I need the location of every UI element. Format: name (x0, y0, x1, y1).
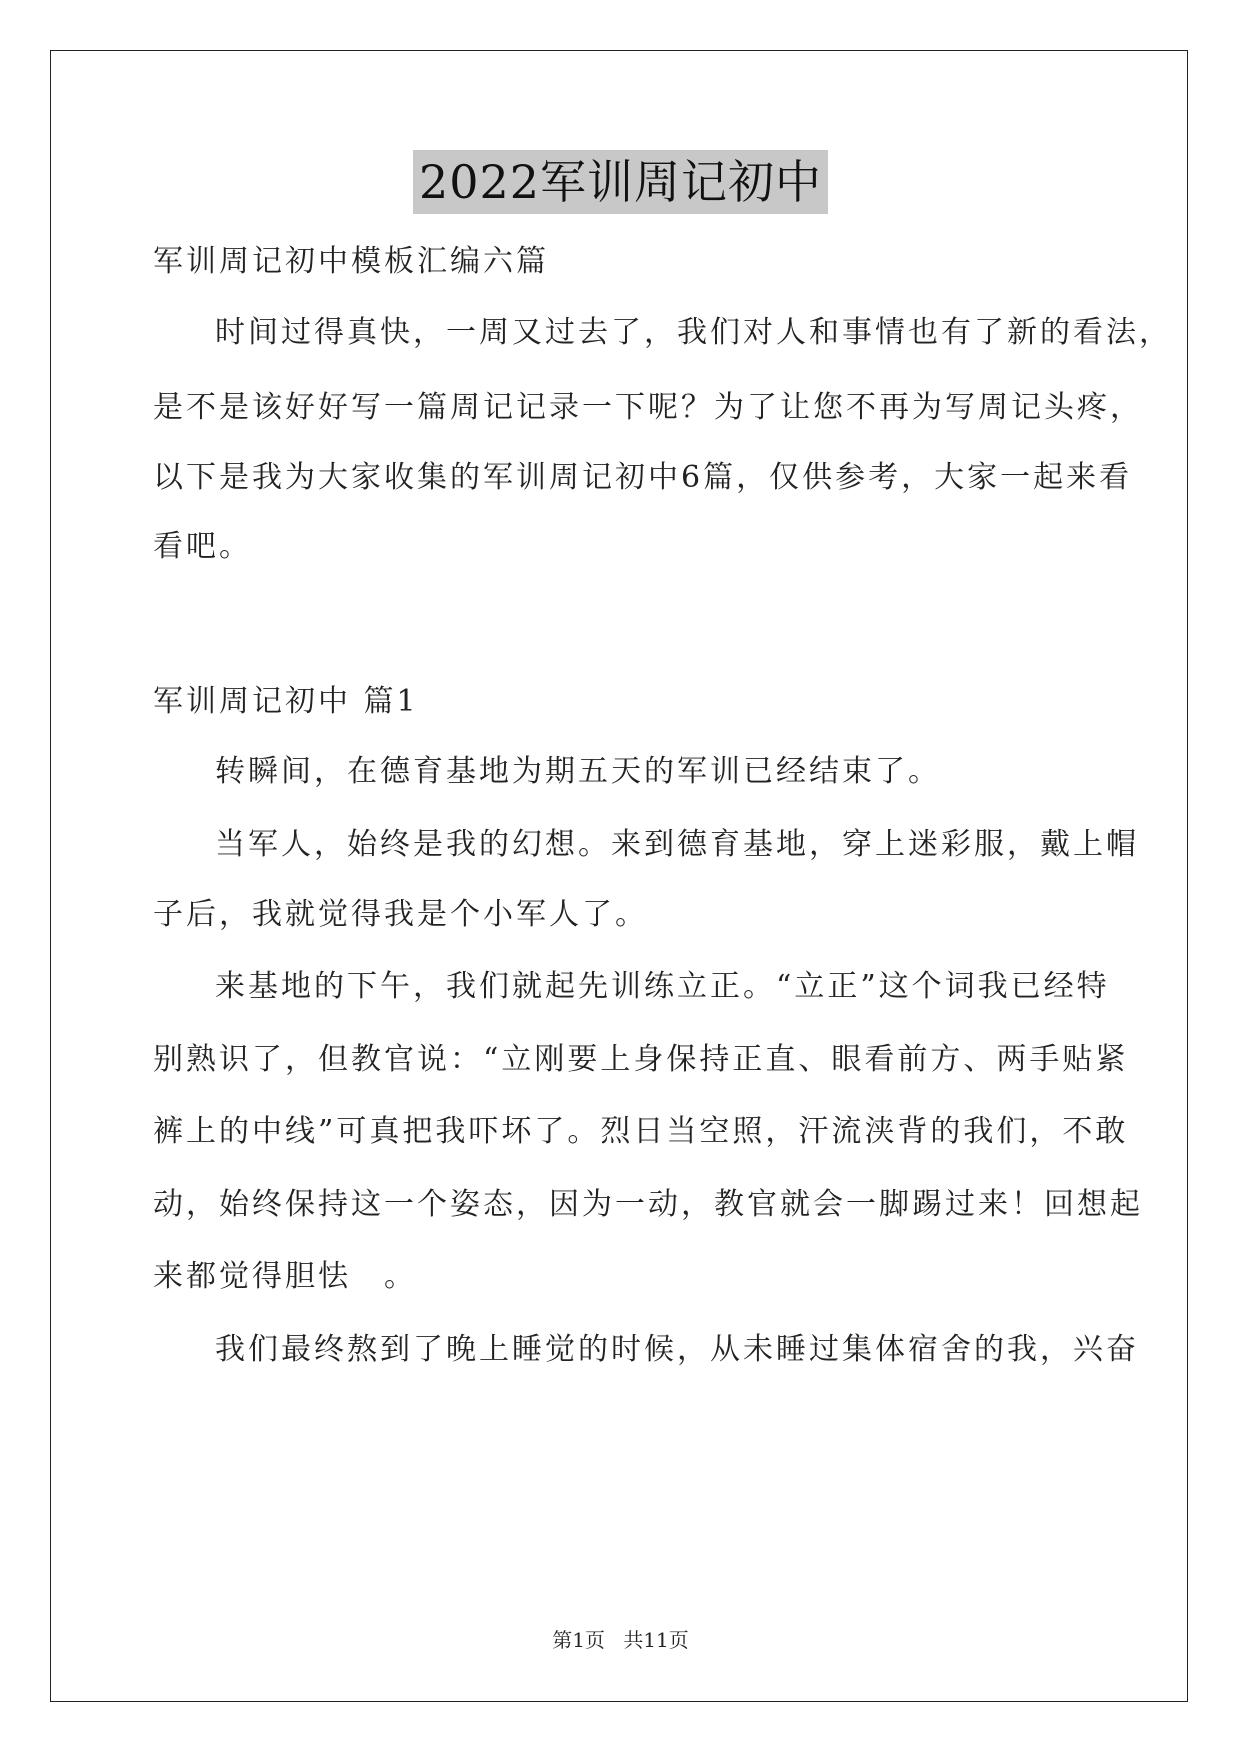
intro-line-2: 是不是该好好写一篇周记记录一下呢？为了让您不再为写周记头疼， (153, 390, 1143, 425)
document-subtitle: 军训周记初中模板汇编六篇 (153, 244, 549, 279)
title-container (0, 150, 1241, 214)
section-heading: 军训周记初中 篇1 (153, 684, 419, 719)
body-line-8: 来都觉得胆怯 。 (153, 1259, 417, 1294)
body-line-9: 我们最终熬到了晚上睡觉的时候，从未睡过集体宿舍的我，兴奋 (215, 1332, 1139, 1367)
body-line-7: 动，始终保持这一个姿态，因为一动，教官就会一脚踢过来！回想起 (153, 1187, 1143, 1222)
body-line-4: 来基地的下午，我们就起先训练立正。“立正”这个词我已经特 (215, 969, 1110, 1004)
document-title: 2022军训周记初中 (413, 150, 828, 214)
body-line-1: 转瞬间，在德育基地为期五天的军训已经结束了。 (215, 754, 941, 789)
page-footer (0, 1627, 1241, 1653)
body-line-3: 子后，我就觉得我是个小军人了。 (153, 897, 648, 932)
body-line-6: 裤上的中线”可真把我吓坏了。烈日当空照，汗流浃背的我们，不敢 (153, 1114, 1129, 1149)
page-border (50, 50, 1188, 1702)
intro-line-3: 以下是我为大家收集的军训周记初中6篇，仅供参考，大家一起来看 (153, 460, 1133, 495)
page-number: 第1页 (552, 1628, 605, 1652)
intro-line-1: 时间过得真快，一周又过去了，我们对人和事情也有了新的看法， (215, 315, 1172, 350)
page-total: 共11页 (623, 1628, 689, 1652)
body-line-5: 别熟识了，但教官说：“立刚要上身保持正直、眼看前方、两手贴紧 (153, 1042, 1129, 1077)
body-line-2: 当军人，始终是我的幻想。来到德育基地，穿上迷彩服，戴上帽 (215, 827, 1139, 862)
intro-line-4: 看吧。 (153, 529, 252, 564)
